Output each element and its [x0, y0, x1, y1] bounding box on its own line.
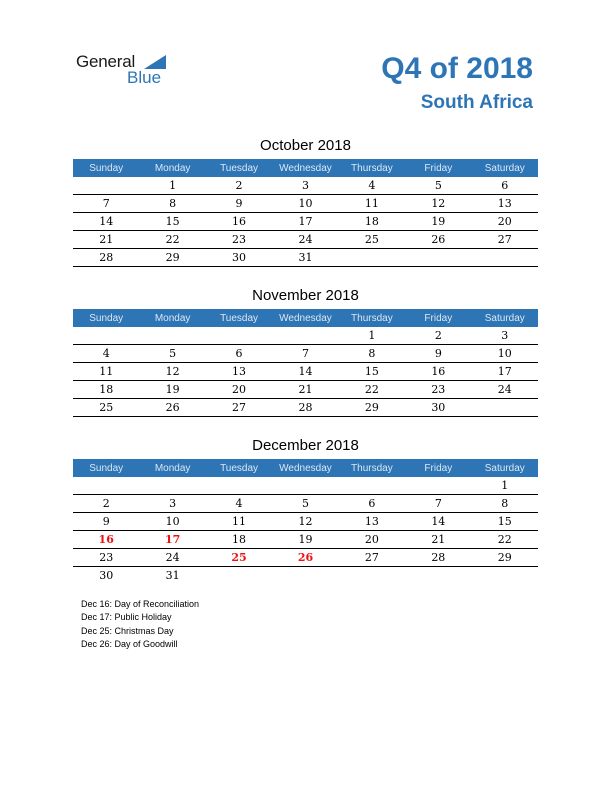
day-cell: 4	[73, 345, 139, 363]
calendar-grid	[73, 159, 538, 267]
weekday-header: Thursday	[339, 309, 405, 327]
day-cell: 17	[272, 213, 338, 231]
day-cell: 19	[272, 531, 338, 549]
day-cell: 18	[339, 213, 405, 231]
week-row	[73, 231, 538, 249]
day-cell: 8	[339, 345, 405, 363]
day-cell: 7	[272, 345, 338, 363]
day-cell: 29	[139, 249, 205, 267]
day-cell: 9	[206, 195, 272, 213]
empty-cell	[206, 327, 272, 345]
weekday-header-row	[73, 309, 538, 327]
day-cell: 2	[206, 177, 272, 195]
week-row	[73, 249, 538, 267]
day-cell: 9	[405, 345, 471, 363]
day-cell: 26	[405, 231, 471, 249]
day-cell: 28	[73, 249, 139, 267]
day-cell: 29	[472, 549, 538, 567]
day-cell: 10	[272, 195, 338, 213]
holiday-list	[81, 598, 199, 651]
week-row	[73, 567, 538, 585]
week-row	[73, 477, 538, 495]
day-cell: 11	[206, 513, 272, 531]
general-blue-logo	[76, 52, 176, 92]
weekday-header: Sunday	[73, 309, 139, 327]
day-cell: 23	[206, 231, 272, 249]
day-cell: 13	[206, 363, 272, 381]
day-cell: 4	[206, 495, 272, 513]
empty-cell	[272, 327, 338, 345]
weekday-header: Monday	[139, 309, 205, 327]
week-row	[73, 363, 538, 381]
empty-cell	[139, 327, 205, 345]
day-cell: 9	[73, 513, 139, 531]
day-cell: 1	[472, 477, 538, 495]
month-title: November 2018	[252, 287, 359, 304]
weekday-header: Saturday	[472, 459, 538, 477]
page-title: Q4 of 2018	[381, 52, 533, 85]
day-cell: 14	[405, 513, 471, 531]
day-cell: 10	[139, 513, 205, 531]
month-october	[73, 137, 538, 267]
day-cell: 21	[405, 531, 471, 549]
holiday-day-cell: 25	[206, 549, 272, 567]
calendar-grid	[73, 459, 538, 584]
empty-cell	[139, 477, 205, 495]
weekday-header: Saturday	[472, 159, 538, 177]
day-cell: 27	[339, 549, 405, 567]
week-row	[73, 399, 538, 417]
week-row	[73, 381, 538, 399]
weekday-header: Friday	[405, 309, 471, 327]
country-subtitle: South Africa	[420, 92, 533, 113]
month-december	[73, 437, 538, 584]
day-cell: 23	[73, 549, 139, 567]
weekday-header: Monday	[139, 459, 205, 477]
week-row	[73, 531, 538, 549]
week-row	[73, 345, 538, 363]
weekday-header: Tuesday	[206, 459, 272, 477]
calendar-grid	[73, 309, 538, 417]
day-cell: 3	[472, 327, 538, 345]
week-row	[73, 195, 538, 213]
empty-cell	[472, 399, 538, 417]
day-cell: 6	[472, 177, 538, 195]
holiday-entry: Dec 25: Christmas Day	[81, 625, 174, 636]
day-cell: 1	[339, 327, 405, 345]
day-cell: 21	[73, 231, 139, 249]
logo-triangle-icon	[144, 55, 166, 69]
week-row	[73, 177, 538, 195]
day-cell: 31	[272, 249, 338, 267]
weekday-header: Thursday	[339, 459, 405, 477]
day-cell: 11	[73, 363, 139, 381]
day-cell: 5	[139, 345, 205, 363]
week-row	[73, 327, 538, 345]
day-cell: 18	[73, 381, 139, 399]
day-cell: 24	[472, 381, 538, 399]
day-cell: 18	[206, 531, 272, 549]
holiday-entry: Dec 26: Day of Goodwill	[81, 638, 178, 649]
day-cell: 30	[206, 249, 272, 267]
weekday-header: Wednesday	[272, 459, 338, 477]
day-cell: 27	[206, 399, 272, 417]
month-title: December 2018	[252, 437, 359, 454]
day-cell: 12	[139, 363, 205, 381]
day-cell: 24	[272, 231, 338, 249]
day-cell: 26	[139, 399, 205, 417]
day-cell: 16	[206, 213, 272, 231]
logo-word-general: General	[76, 52, 136, 71]
day-cell: 19	[405, 213, 471, 231]
empty-cell	[272, 477, 338, 495]
day-cell: 1	[139, 177, 205, 195]
holiday-day-cell: 16	[73, 531, 139, 549]
day-cell: 10	[472, 345, 538, 363]
empty-cell	[73, 327, 139, 345]
day-cell: 2	[405, 327, 471, 345]
day-cell: 12	[272, 513, 338, 531]
day-cell: 4	[339, 177, 405, 195]
day-cell: 2	[73, 495, 139, 513]
week-row	[73, 213, 538, 231]
day-cell: 29	[339, 399, 405, 417]
holiday-entry: Dec 17: Public Holiday	[81, 612, 172, 623]
day-cell: 22	[139, 231, 205, 249]
day-cell: 22	[339, 381, 405, 399]
holiday-day-cell: 17	[139, 531, 205, 549]
day-cell: 5	[405, 177, 471, 195]
logo-word-blue: Blue	[127, 68, 162, 87]
weekday-header: Friday	[405, 159, 471, 177]
empty-cell	[405, 477, 471, 495]
day-cell: 31	[165, 569, 180, 582]
day-cell: 21	[272, 381, 338, 399]
weekday-header: Thursday	[339, 159, 405, 177]
day-cell: 6	[206, 345, 272, 363]
day-cell: 14	[73, 213, 139, 231]
empty-cell	[339, 249, 405, 267]
day-cell: 30	[99, 569, 114, 582]
weekday-header: Sunday	[73, 459, 139, 477]
empty-cell	[472, 567, 538, 585]
week-row	[73, 513, 538, 531]
empty-cell	[272, 567, 338, 585]
day-cell: 22	[472, 531, 538, 549]
day-cell: 15	[339, 363, 405, 381]
empty-cell	[339, 567, 405, 585]
day-cell: 24	[139, 549, 205, 567]
day-cell: 8	[472, 495, 538, 513]
weekday-header-row	[73, 459, 538, 477]
holiday-entry: Dec 16: Day of Reconciliation	[81, 599, 200, 609]
weekday-header: Wednesday	[272, 309, 338, 327]
day-cell: 13	[339, 513, 405, 531]
day-cell: 17	[472, 363, 538, 381]
day-cell: 25	[339, 231, 405, 249]
day-cell: 28	[405, 549, 471, 567]
empty-cell	[405, 567, 471, 585]
day-cell: 19	[139, 381, 205, 399]
day-cell: 3	[272, 177, 338, 195]
empty-cell	[206, 477, 272, 495]
month-title: October 2018	[260, 137, 351, 154]
day-cell: 6	[339, 495, 405, 513]
day-cell: 28	[272, 399, 338, 417]
holiday-day-cell: 26	[272, 549, 338, 567]
weekday-header: Wednesday	[272, 159, 338, 177]
day-cell: 5	[272, 495, 338, 513]
day-cell: 30	[405, 399, 471, 417]
day-cell: 8	[139, 195, 205, 213]
weekday-header: Tuesday	[206, 309, 272, 327]
empty-cell	[472, 249, 538, 267]
weekday-header: Monday	[139, 159, 205, 177]
weekday-header: Sunday	[73, 159, 139, 177]
day-cell: 20	[206, 381, 272, 399]
weekday-header: Tuesday	[206, 159, 272, 177]
empty-cell	[206, 567, 272, 585]
weekday-header-row	[73, 159, 538, 177]
day-cell: 11	[339, 195, 405, 213]
day-cell: 14	[272, 363, 338, 381]
empty-cell	[339, 477, 405, 495]
day-cell: 13	[472, 195, 538, 213]
day-cell: 20	[339, 531, 405, 549]
day-cell: 27	[472, 231, 538, 249]
week-row	[73, 549, 538, 567]
day-cell: 23	[405, 381, 471, 399]
empty-cell	[73, 177, 139, 195]
empty-cell	[73, 477, 139, 495]
day-cell: 7	[73, 195, 139, 213]
empty-cell	[405, 249, 471, 267]
day-cell: 15	[139, 213, 205, 231]
day-cell: 12	[405, 195, 471, 213]
weekday-header: Friday	[405, 459, 471, 477]
day-cell: 7	[405, 495, 471, 513]
week-row	[73, 495, 538, 513]
day-cell: 15	[472, 513, 538, 531]
day-cell: 3	[139, 495, 205, 513]
weekday-header: Saturday	[472, 309, 538, 327]
day-cell: 20	[472, 213, 538, 231]
day-cell: 16	[405, 363, 471, 381]
day-cell: 25	[73, 399, 139, 417]
month-november	[73, 287, 538, 417]
